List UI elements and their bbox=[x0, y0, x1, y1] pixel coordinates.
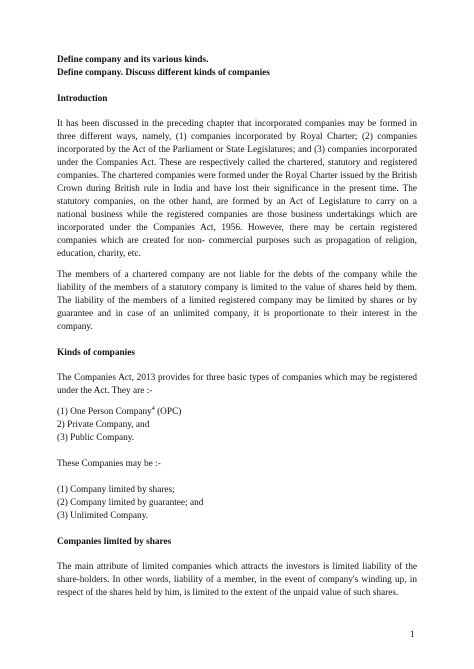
spacer bbox=[57, 261, 417, 269]
document-title-line-1: Define company and its various kinds. bbox=[57, 55, 209, 65]
spacer bbox=[57, 360, 417, 372]
footnote-marker: 4 bbox=[151, 405, 155, 412]
document-page bbox=[57, 54, 417, 600]
spacer bbox=[57, 106, 417, 118]
company-type-item bbox=[57, 419, 417, 432]
company-types-list bbox=[57, 406, 417, 445]
company-kind-item: (3) Unlimited Company. bbox=[57, 511, 149, 521]
spacer bbox=[57, 334, 417, 347]
company-kinds-list bbox=[57, 484, 417, 523]
page-number: 1 bbox=[410, 629, 415, 639]
companies-limited-by-shares-paragraph: The main attribute of limited companies which attracts the investors is limited liability of the share-holders. In other words, liability of a member, in the event of company's winding up, in respect of the shares held by him, is limited to the extent of the unpaid value of such shares. bbox=[57, 562, 417, 598]
introduction-paragraph-2: The members of a chartered company are not liable for the debts of the company while the liability of the members of a statutory company is limited to the value of shares held by them. The liability of the members of a limited registered company may be limited by shares or by guarantee and in case of an unlimited company, it is proportionate to their interest in the company. bbox=[57, 270, 417, 332]
company-type-text: 2) Private Company, and bbox=[57, 420, 150, 430]
companies-limited-by-shares-heading: Companies limited by shares bbox=[57, 537, 172, 547]
introduction-paragraph-1: It has been discussed in the preceding chapter that incorporated companies may be formed in three different ways, namely, (1) companies incorporated by Royal Charter; (2) companies incorporated by the Act of the Parliament or State Legislatures; and (3) companies incorporated under the Companies Act. These are respectively called the chartered, statutory and registered companies. The chartered companies were formed under the Royal Charter issued by the British Crown during British rule in India and have lost their significance in the present time. The statutory companies, on the other hand, are formed by an Act of Legislature to carry on a national business while the registered companies are those business undertakings which are incorporated under the Companies Act, 1956. However, there may be certain registered companies which are created for non- commercial purposes such as propagation of religion, education, charity, etc. bbox=[57, 119, 417, 259]
company-kind-item: (1) Company limited by shares; bbox=[57, 485, 175, 495]
company-kind-item: (2) Company limited by guarantee; and bbox=[57, 498, 204, 508]
company-type-text: (3) Public Company. bbox=[57, 433, 135, 443]
kinds-of-companies-paragraph: The Companies Act, 2013 provides for three basic types of companies which may be registered under the Act. They are :- bbox=[57, 373, 417, 396]
kinds-of-companies-heading: Kinds of companies bbox=[57, 348, 136, 358]
company-type-item bbox=[57, 432, 417, 445]
spacer bbox=[57, 471, 417, 484]
spacer bbox=[57, 549, 417, 561]
companies-may-be-text: These Companies may be :- bbox=[57, 459, 161, 469]
company-type-text: (1) One Person Company bbox=[57, 407, 152, 417]
spacer bbox=[57, 445, 417, 458]
introduction-heading: Introduction bbox=[57, 94, 108, 104]
spacer bbox=[57, 523, 417, 536]
document-title-line-2: Define company. Discuss different kinds of companies bbox=[57, 68, 270, 78]
company-type-item bbox=[57, 406, 417, 419]
spacer bbox=[57, 80, 417, 93]
spacer bbox=[57, 398, 417, 406]
company-type-suffix: (OPC) bbox=[154, 407, 182, 417]
